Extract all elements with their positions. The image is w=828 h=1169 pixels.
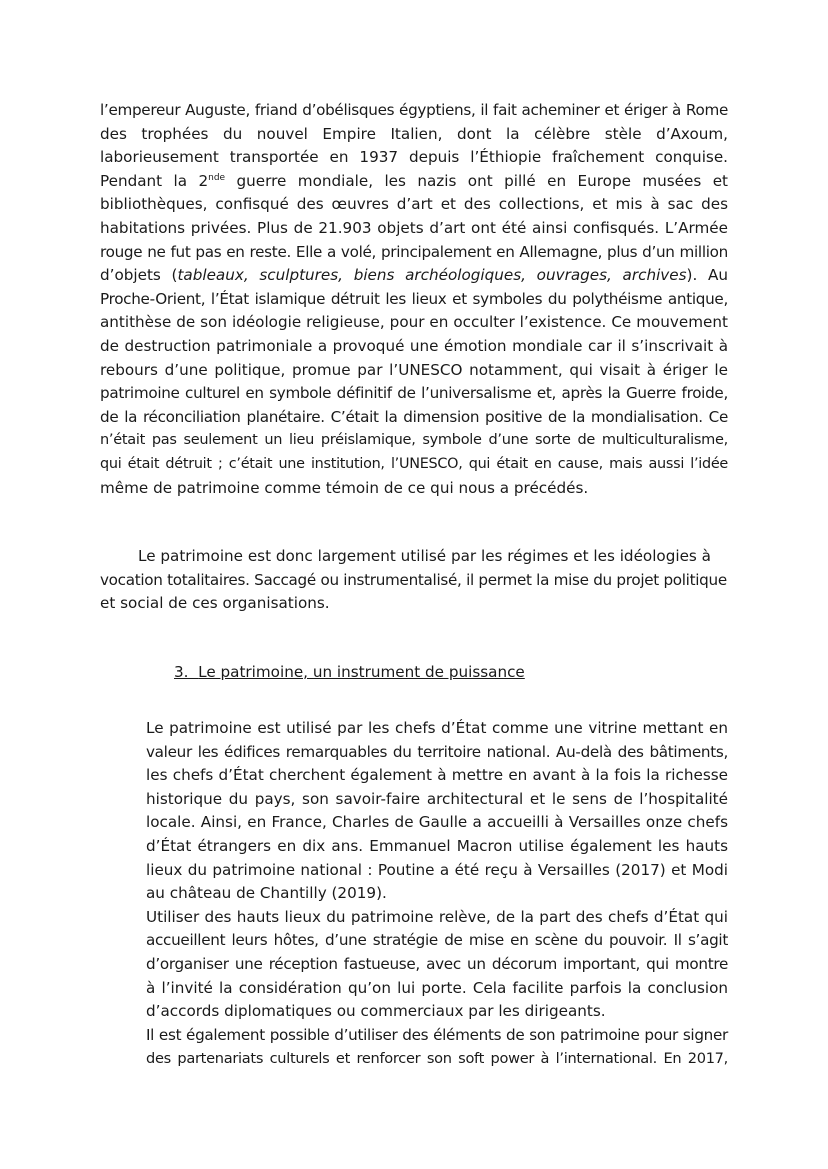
text-line: lieux du patrimoine national : Poutine a été reçu à Versailles (2017) et Modi	[146, 860, 728, 879]
superscript: nde	[208, 172, 226, 183]
text-fragment: ). Au	[686, 266, 728, 285]
text-line: même de patrimoine comme témoin de ce qui nous a précédés.	[100, 478, 589, 497]
text-fragment: Pendant la 2	[100, 171, 209, 190]
text-line: les chefs d’État cherchent également à mettre en avant à la fois la richesse	[146, 766, 728, 785]
italic-list: tableaux, sculptures, biens archéologiques, ouvrages, archives	[177, 266, 687, 285]
text-line: d’accords diplomatiques ou commerciaux par les dirigeants.	[146, 1002, 606, 1021]
text-line: habitations privées. Plus de 21.903 objets d’art ont été ainsi confisqués. L’Armée	[100, 218, 728, 237]
paragraph-conclusion	[100, 545, 728, 616]
text-line: historique du pays, son savoir-faire architectural et le sens de l’hospitalité	[146, 789, 728, 808]
text-line: locale. Ainsi, en France, Charles de Gaulle a accueilli à Versailles onze chefs	[146, 813, 728, 832]
text-line: laborieusement transportée en 1937 depuis l’Éthiopie fraîchement conquise.	[100, 148, 728, 167]
text-line: patrimoine culturel en symbole définitif de l’universalisme et, après la Guerre froide,	[100, 384, 728, 403]
text-line: vocation totalitaires. Saccagé ou instrumentalisé, il permet la mise du projet politique	[100, 570, 727, 589]
text-line: bibliothèques, confisqué des œuvres d’art et des collections, et mis à sac des	[100, 195, 728, 214]
text-line: Le patrimoine est donc largement utilisé par les régimes et les idéologies à	[138, 547, 711, 565]
text-line: n’était pas seulement un lieu préislamique, symbole d’une sorte de multiculturalisme,	[100, 432, 728, 449]
paragraph-history-looting	[100, 99, 728, 500]
text-line: Proche-Orient, l’État islamique détruit les lieux et symboles du polythéisme antique,	[100, 289, 728, 308]
text-line: des trophées du nouvel Empire Italien, dont la célèbre stèle d’Axoum,	[100, 124, 728, 143]
text-line: au château de Chantilly (2019).	[146, 884, 387, 903]
text-line: rebours d’une politique, promue par l’UNESCO notamment, qui visait à ériger le	[100, 360, 728, 379]
section-heading	[174, 661, 525, 685]
text-line: et social de ces organisations.	[100, 594, 330, 613]
text-line: antithèse de son idéologie religieuse, pour en occulter l’existence. Ce mouvement	[100, 313, 728, 332]
text-line: accueillent leurs hôtes, d’une stratégie de mise en scène du pouvoir. Il s’agit	[146, 931, 728, 950]
text-fragment: guerre mondiale, les nazis ont pillé en Europe musées et	[225, 171, 728, 190]
text-line	[100, 264, 728, 288]
text-fragment: d’objets (	[100, 266, 178, 285]
section-title: Le patrimoine, un instrument de puissance	[198, 663, 525, 681]
text-line: Il est également possible d’utiliser des éléments de son patrimoine pour signer	[146, 1025, 728, 1044]
paragraph-power-instrument	[146, 717, 728, 1071]
section-number: 3.	[174, 663, 189, 681]
text-line: l’empereur Auguste, friand d’obélisques égyptiens, il fait acheminer et ériger à Rome	[100, 101, 728, 119]
text-line: qui était détruit ; c’était une institution, l’UNESCO, qui était en cause, mais aussi l’idée	[100, 455, 728, 472]
text-line: Le patrimoine est utilisé par les chefs d’État comme une vitrine mettant en	[146, 719, 728, 737]
text-line	[100, 170, 728, 194]
text-line: d’organiser une réception fastueuse, avec un décorum important, qui montre	[146, 954, 728, 973]
text-line: de destruction patrimoniale a provoqué une émotion mondiale car il s’inscrivait à	[100, 336, 728, 355]
text-line: de la réconciliation planétaire. C’était la dimension positive de la mondialisation. Ce	[100, 407, 728, 426]
text-line: Utiliser des hauts lieux du patrimoine relève, de la part des chefs d’État qui	[146, 907, 728, 926]
text-line: rouge ne fut pas en reste. Elle a volé, principalement en Allemagne, plus d’un million	[100, 242, 728, 261]
text-line: valeur les édifices remarquables du territoire national. Au-delà des bâtiments,	[146, 742, 728, 761]
text-line: des partenariats culturels et renforcer son soft power à l’international. En 2017,	[146, 1050, 728, 1068]
text-line: d’État étrangers en dix ans. Emmanuel Macron utilise également les hauts	[146, 836, 728, 855]
text-line: à l’invité la considération qu’on lui porte. Cela facilite parfois la conclusion	[146, 978, 728, 997]
